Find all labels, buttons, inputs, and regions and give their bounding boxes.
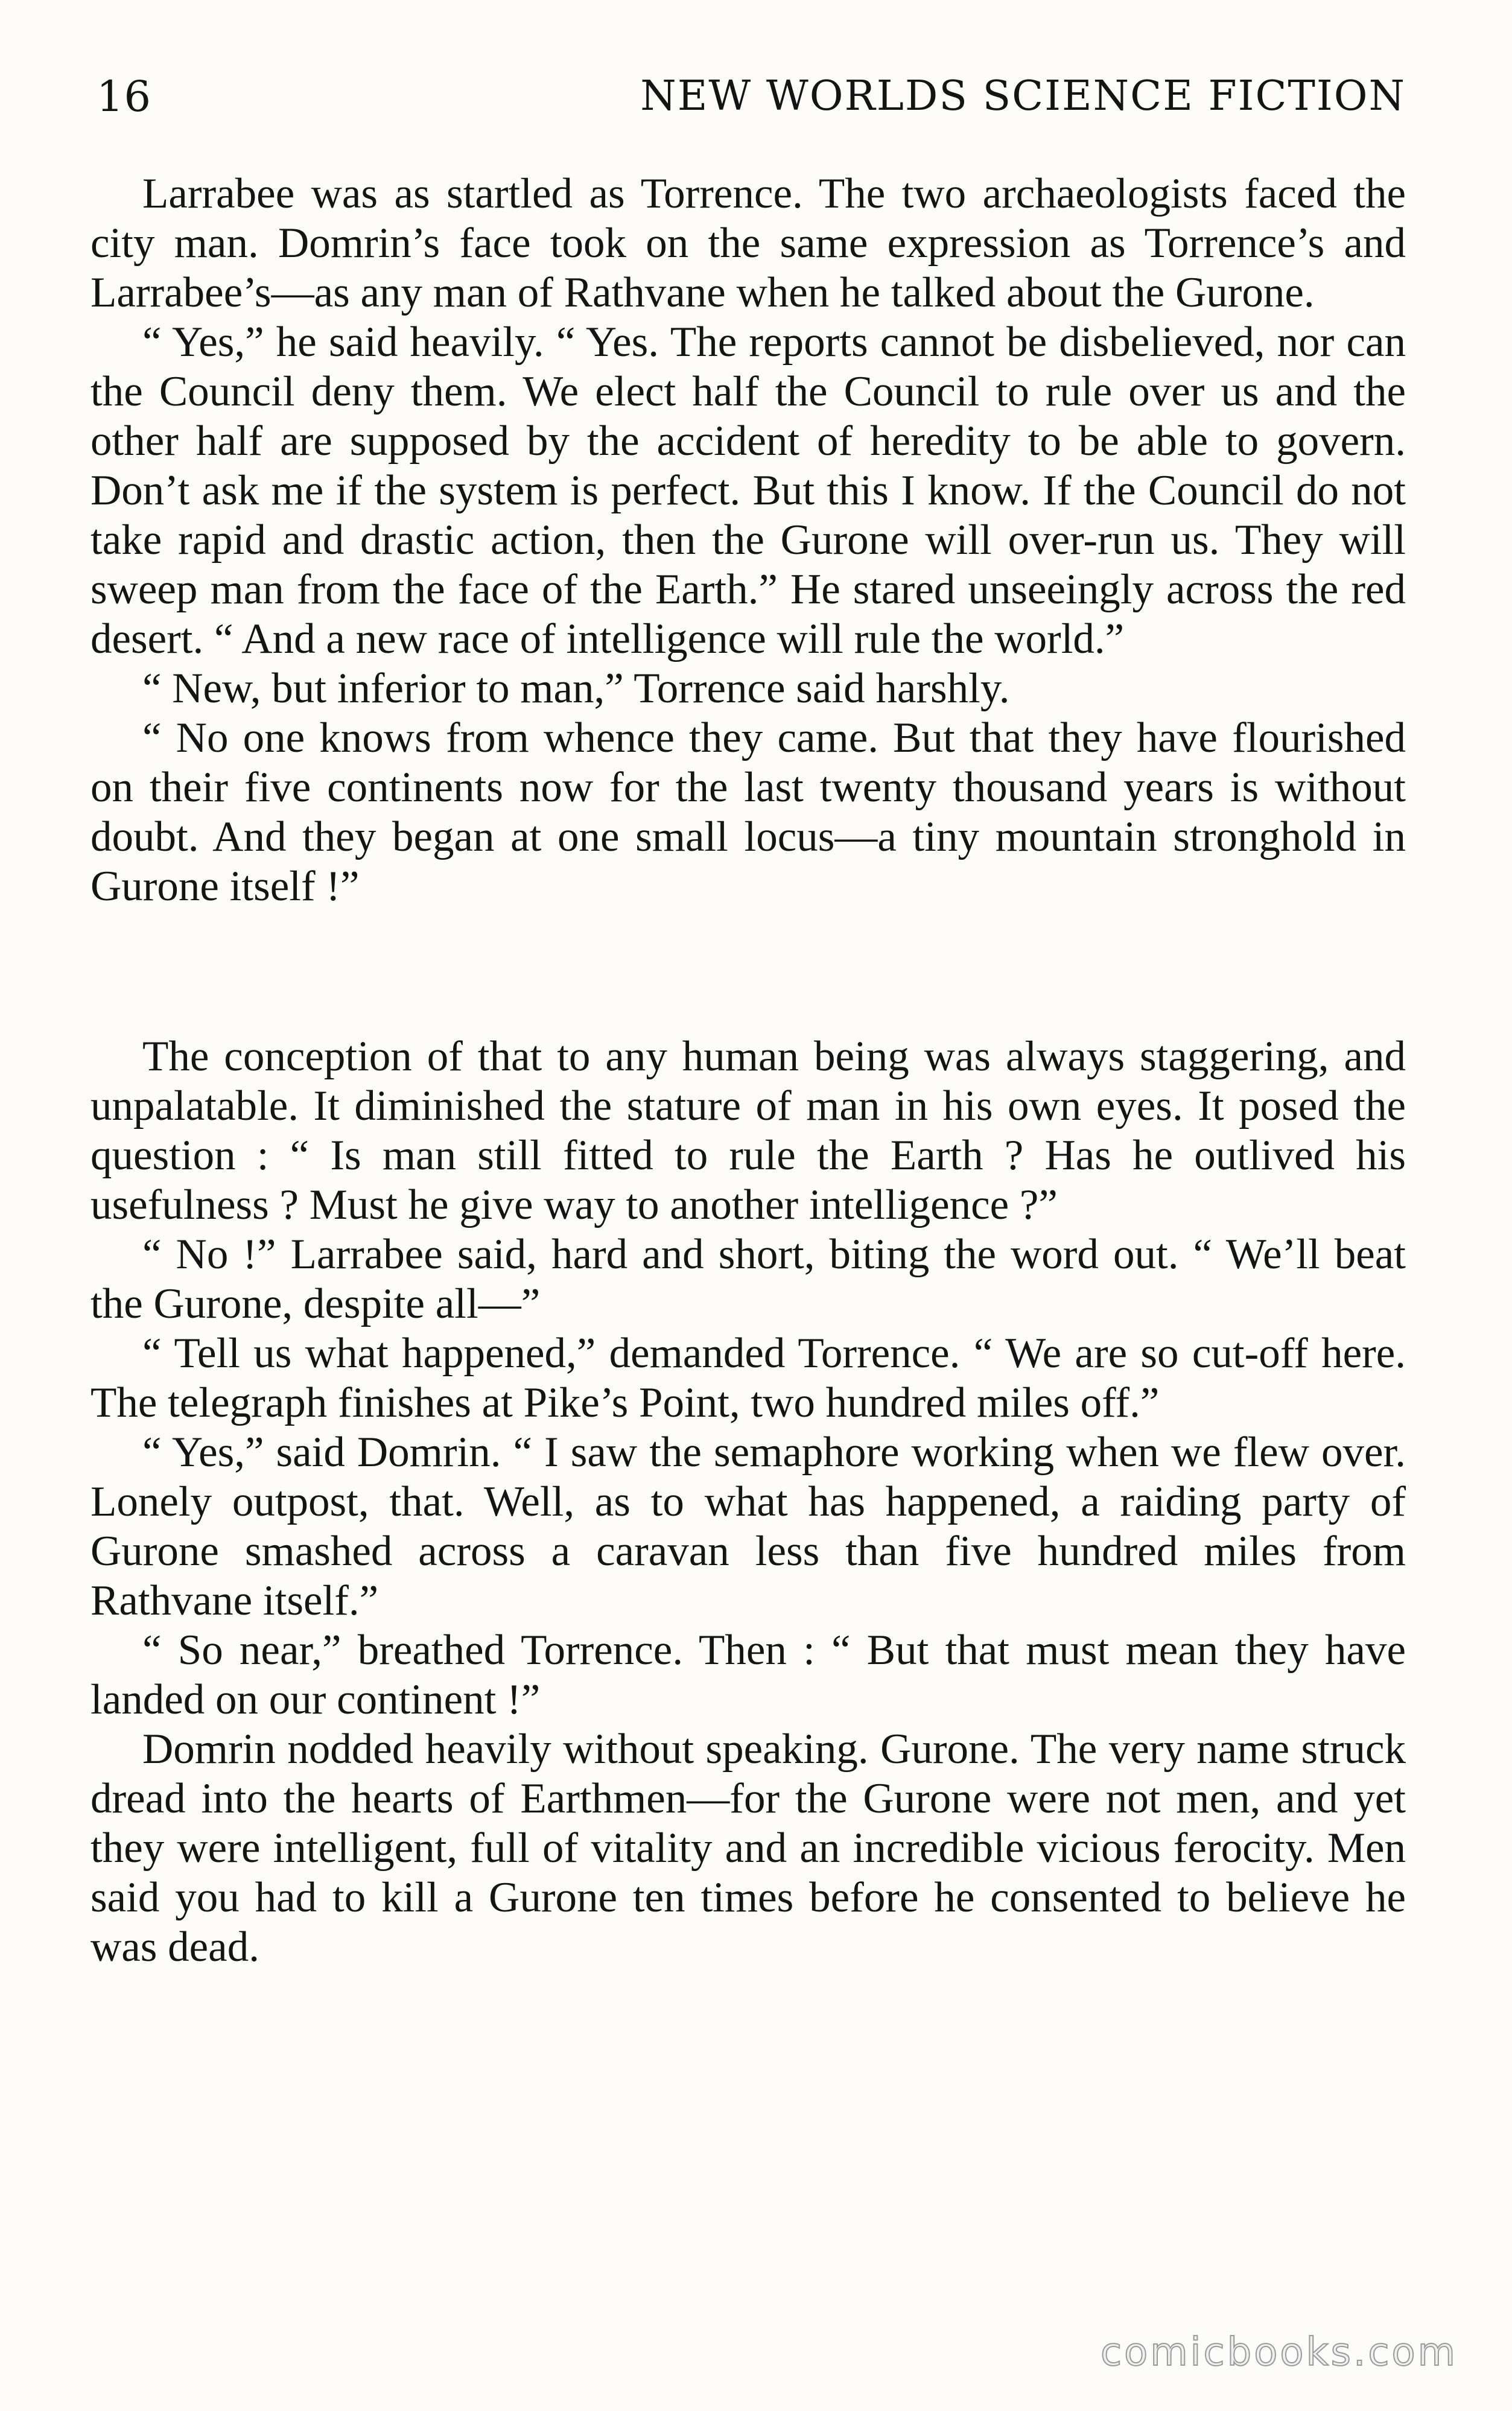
- paragraph: “ Tell us what happened,” demanded Torrence. “ We are so cut-off here. The telegraph finishes at Pike’s Point, two hundred miles off.”: [91, 1330, 1406, 1426]
- paragraph: “ No !” Larrabee said, hard and short, biting the word out. “ We’ll beat the Gurone, despite all—”: [91, 1231, 1406, 1327]
- paragraph: “ Yes,” he said heavily. “ Yes. The reports cannot be disbelieved, nor can the Council deny them. We elect half the Council to rule over us and the other half are supposed by the accident of heredity to be able to govern. Don’t ask me if the system is perfect. But this I know. If the Council do not take rapid and drastic action, then the Gurone will over-run us. They will sweep man from the face of the Earth.” He stared unseeingly across the red desert. “ And a new race of intelligence will rule the world.”: [91, 319, 1406, 662]
- paragraph: Domrin nodded heavily without speaking. Gurone. The very name struck dread into the hearts of Earthmen—for the Gurone were not men, and yet they were intelligent, full of vitality and an incredible vicious ferocity. Men said you had to kill a Gurone ten times before he consented to believe he was dead.: [91, 1726, 1406, 1971]
- paragraph: “ No one knows from whence they came. But that they have flourished on their five continents now for the last twenty thousand years is without doubt. And they began at one small locus—a tiny mountain stronghold in Gurone itself !”: [91, 714, 1406, 910]
- paragraph: Larrabee was as startled as Torrence. The two archaeologists faced the city man. Domrin’s face took on the same expression as Torrence’s and Larrabee’s—as any man of Rathvane when he talked about the Gurone.: [91, 170, 1406, 316]
- running-head: [91, 60, 1406, 133]
- running-title: NEW WORLDS SCIENCE FICTION: [640, 72, 1406, 120]
- section-break: [91, 911, 1406, 1032]
- book-page: [91, 60, 1406, 1972]
- watermark: comicbooks.com: [1100, 2330, 1458, 2375]
- body-text: [91, 169, 1406, 1972]
- paragraph: “ So near,” breathed Torrence. Then : “ But that must mean they have landed on our continent !”: [91, 1627, 1406, 1723]
- paragraph: “ New, but inferior to man,” Torrence said harshly.: [142, 665, 1010, 712]
- paragraph: “ Yes,” said Domrin. “ I saw the semaphore working when we flew over. Lonely outpost, that. Well, as to what has happened, a raiding party of Gurone smashed across a caravan less than five hundred miles from Rathvane itself.”: [91, 1429, 1406, 1624]
- paragraph: The conception of that to any human being was always staggering, and unpalatable. It diminished the stature of man in his own eyes. It posed the question : “ Is man still fitted to rule the Earth ? Has he outlived his usefulness ? Must he give way to another intelligence ?”: [91, 1033, 1406, 1228]
- page-number: 16: [97, 72, 152, 121]
